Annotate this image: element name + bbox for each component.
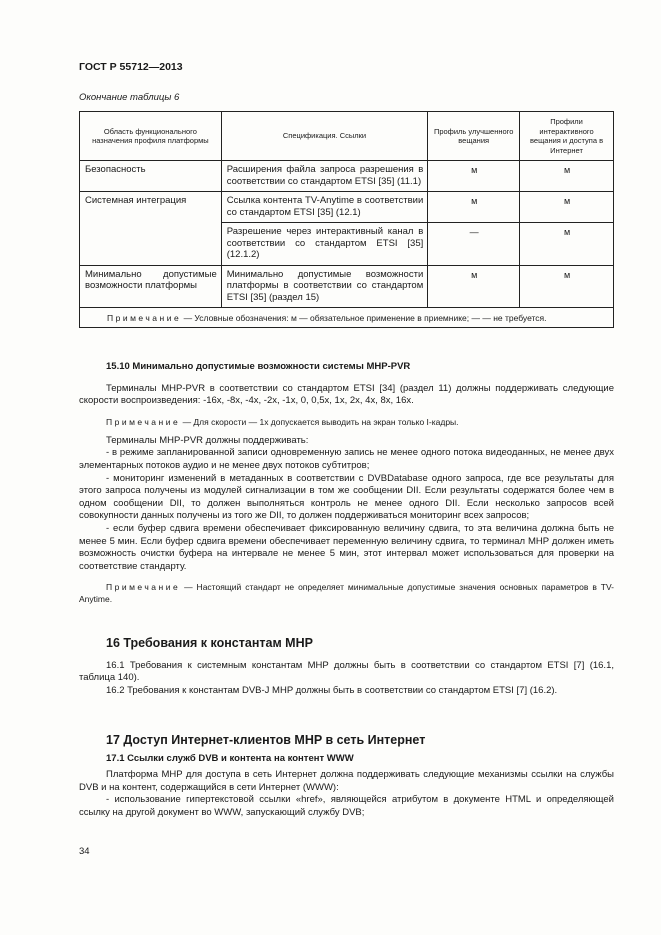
cell-area: Безопасность <box>80 161 222 192</box>
col-header-interactive: Профили интерактивного вещания и доступа в Интернет <box>520 112 614 161</box>
list-item: - мониторинг изменений в метаданных в соответствии с DVBDatabase одного запроса, где все результаты для этого запроса получены из модулей сигнализации в том же сообщении DII. Если результаты содержатся более чем в одном сообщении DII, то должен выполняться контроль не менее одного DII. Если несколько запросов всей совокупности данных получены из того же DII, то должен поддерживаться мониторинг всех запросов; <box>79 472 614 522</box>
list-item: - если буфер сдвига времени обеспечивает фиксированную величину сдвига, то эта величина должна быть не менее 5 мин. Если буфер сдвига времени обеспечивает переменную величину сдвига, то терминал MHP должен иметь возможность очистки буфера на интервале не менее 5 мин, этот интервал может использоваться для проверки на соответствие стандарту. <box>79 522 614 572</box>
section-16 <box>79 637 614 697</box>
paragraph: Терминалы MHP-PVR в соответствии со стандартом ETSI [34] (раздел 11) должны поддерживать следующие скорости воспроизведения: -16х, -8х, -4х, -2х, -1х, 0, 0,5х, 1х, 2х, 4х, 8х, 16х. <box>79 382 614 407</box>
paragraph: Терминалы MHP-PVR должны поддерживать: <box>106 434 309 446</box>
table-note-row <box>80 308 614 328</box>
col-header-enhanced: Профиль улучшенного вещания <box>428 112 520 161</box>
note <box>79 416 614 428</box>
cell-area: Минимально допустимые возможности платформы <box>80 265 222 308</box>
note-label: Примечание <box>106 416 181 427</box>
cell-area: Системная интеграция <box>80 192 222 266</box>
table-caption: Окончание таблицы 6 <box>79 92 180 103</box>
note-label: Примечание <box>107 313 182 323</box>
cell-enhanced: — <box>428 223 520 266</box>
cell-spec: Ссылка контента TV-Anytime в соответствии со стандартом ETSI [35] (12.1) <box>221 192 428 223</box>
cell-interactive: м <box>520 161 614 192</box>
cell-interactive: м <box>520 192 614 223</box>
note <box>79 581 614 605</box>
paragraph: Платформа MHP для доступа в сеть Интернет должна поддерживать следующие механизмы ссылки на службы DVB и на контент, содержащийся в сети Интернет (WWW): <box>79 769 614 793</box>
cell-spec: Расширения файла запроса разрешения в соответствии со стандартом ETSI [35] (11.1) <box>221 161 428 192</box>
col-header-spec: Спецификация. Ссылки <box>221 112 428 161</box>
cell-interactive: м <box>520 265 614 308</box>
cell-spec: Разрешение через интерактивный канал в соответствии со стандартом ETSI [35] (12.1.2) <box>221 223 428 266</box>
cell-enhanced: м <box>428 192 520 223</box>
table-row <box>80 161 614 192</box>
section-heading: 17 Доступ Интернет-клиентов MHP в сеть Интернет <box>106 733 426 747</box>
table-row <box>80 265 614 308</box>
cell-enhanced: м <box>428 161 520 192</box>
paragraph: 16.2 Требования к константам DVB-J MHP должны быть в соответствии со стандартом ETSI [7] (16.2). <box>106 684 558 696</box>
cell-interactive: м <box>520 223 614 266</box>
col-header-area: Область функционального назначения профиля платформы <box>80 112 222 161</box>
note-label: Примечание <box>106 582 181 593</box>
section-heading: 16 Требования к константам MHP <box>106 636 313 650</box>
note-text: — Настоящий стандарт не определяет минимальные допустимые значения основных параметров в TV-Anytime. <box>79 582 614 605</box>
section-heading: 15.10 Минимально допустимые возможности системы MHP-PVR <box>106 361 411 372</box>
table-header-row <box>80 112 614 161</box>
page-number: 34 <box>79 846 90 857</box>
cell-enhanced: м <box>428 265 520 308</box>
paragraph: 16.1 Требования к системным константам MHP должны быть в соответствии со стандартом ETSI [7] (16.1, таблица 140). <box>79 659 614 684</box>
list-item: - использование гипертекстовой ссылки «href», являющейся атрибутом в документе HTML и определяющей ссылку на другой документ во WWW, запускающий службу DVB; <box>79 794 614 818</box>
section-15-10 <box>79 361 614 605</box>
table-row <box>80 192 614 223</box>
note-text: — Для скорости — 1х допускается выводить на экран только I-кадры. <box>180 416 459 427</box>
table-note <box>80 308 614 328</box>
list-item: - в режиме запланированной записи одновременную запись не менее одного потока видеоданных, не менее двух элементарных потоков аудио и не менее двух потоков субтитров; <box>79 447 614 471</box>
note-text: — Условные обозначения: м — обязательное применение в приемнике; — — не требуется. <box>181 313 547 323</box>
document-header: ГОСТ Р 55712—2013 <box>79 61 183 73</box>
subsection-heading: 17.1 Ссылки служб DVB и контента на контент WWW <box>106 752 354 764</box>
cell-spec: Минимально допустимые возможности платформы в соответствии со стандартом ETSI [35] (раздел 15) <box>221 265 428 308</box>
section-17 <box>79 734 614 820</box>
spec-table <box>79 111 614 328</box>
